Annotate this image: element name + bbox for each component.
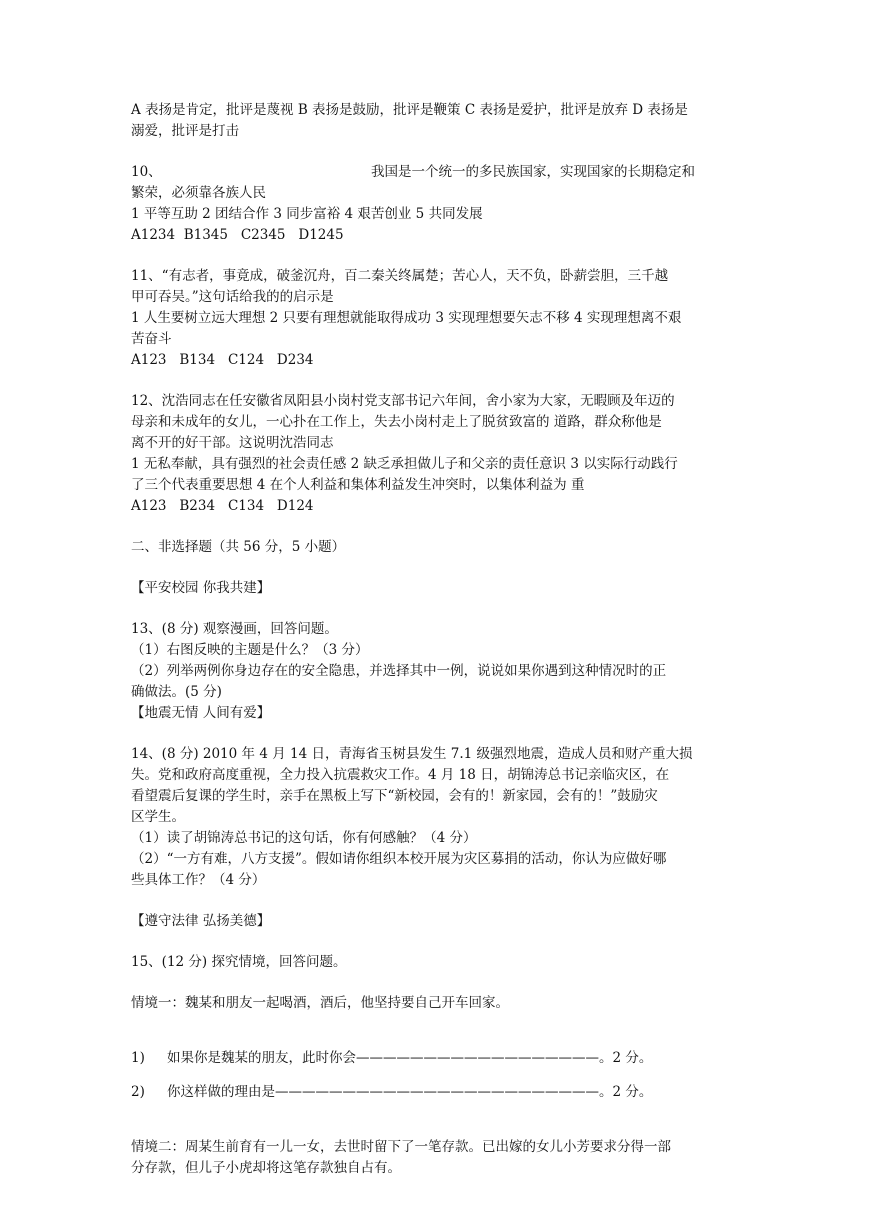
- q14-stem-line1: 14、(8 分) 2010 年 4 月 14 日，青海省玉树县发生 7.1 级强烈地震，造成人员和财产重大损: [131, 746, 693, 762]
- q12-items-line1: 1 无私奉献，具有强烈的社会责任感 2 缺乏承担做儿子和父亲的责任意识 3 以实际行动践行: [131, 456, 678, 472]
- q10-stem: [131, 162, 741, 183]
- q9-options-line1: A 表扬是肯定，批评是蔑视 B 表扬是鼓励，批评是鞭策 C 表扬是爱护，批评是放弃 D 表扬是: [131, 102, 688, 118]
- q12-items-line2: 了三个代表重要思想 4 在个人利益和集体利益发生冲突时，以集体利益为 重: [131, 477, 585, 493]
- q11-stem-line1: 11、“有志者，事竟成，破釜沉舟，百二秦关终属楚；苦心人，天不负，卧薪尝胆，三千越: [131, 268, 669, 284]
- q14-stem-line3: 看望震后复课的学生时，亲手在黑板上写下“新校园，会有的！新家园，会有的！”鼓励灾: [131, 788, 658, 804]
- q12-stem-line2: 母亲和未成年的女儿，一心扑在工作上，失去小岗村走上了脱贫致富的 道路，群众称他是: [131, 414, 662, 430]
- q14-stem-line4: 区学生。: [131, 809, 185, 825]
- q15-blank2-text: 你这样做的理由是————————————————————————。2 分。: [167, 1084, 653, 1100]
- q14-sub2-line2: 些具体工作？（4 分）: [131, 872, 266, 888]
- q15-blank2: [131, 1082, 741, 1103]
- q15-scene1: 情境一：魏某和朋友一起喝酒，酒后，他坚持要自己开车回家。: [131, 995, 509, 1011]
- q14-sub1: （1）读了胡锦涛总书记的这句话，你有何感触？（4 分）: [131, 830, 477, 846]
- q10-number: 10、: [131, 164, 162, 180]
- q11-choices: A123 B134 C124 D234: [131, 352, 314, 368]
- section-title-quake: 【地震无情 人间有爱】: [131, 705, 271, 721]
- q14-sub2-line1: （2）“一方有难，八方支援”。假如请你组织本校开展为灾区募捐的活动，你认为应做好哪: [131, 851, 667, 867]
- q11-stem-line2: 甲可吞吴。”这句话给我的的启示是: [131, 289, 334, 305]
- section-title-safety: 【平安校园 你我共建】: [131, 580, 271, 596]
- q9-options-line2: 溺爱，批评是打击: [131, 123, 239, 139]
- q13-stem: 13、(8 分) 观察漫画，回答问题。: [131, 621, 338, 637]
- q12-stem-line1: 12、沈浩同志在任安徽省凤阳县小岗村党支部书记六年间，舍小家为大家，无暇顾及年迈的: [131, 393, 675, 409]
- q15-blank1-number: 1): [131, 1049, 145, 1066]
- q15-blank2-number: 2): [131, 1084, 145, 1100]
- part2-heading: 二、非选择题（共 56 分，5 小题）: [131, 539, 346, 555]
- q10-stem-line1: 我国是一个统一的多民族国家，实现国家的长期稳定和: [371, 164, 695, 180]
- q15-scene2-line1: 情境二：周某生前育有一儿一女，去世时留下了一笔存款。已出嫁的女儿小芳要求分得一部: [131, 1138, 671, 1155]
- q15-stem: 15、(12 分) 探究情境，回答问题。: [131, 954, 347, 970]
- q10-stem-line2: 繁荣，必须靠各族人民: [131, 185, 266, 201]
- section-title-law: 【遵守法律 弘扬美德】: [131, 913, 271, 929]
- q15-blank1-text: 如果你是魏某的朋友，此时你会——————————————————。2 分。: [167, 1049, 653, 1066]
- q15-scene2-line2: 分存款，但儿子小虎却将这笔存款独自占有。: [131, 1159, 401, 1176]
- q10-items: 1 平等互助 2 团结合作 3 同步富裕 4 艰苦创业 5 共同发展: [131, 206, 483, 222]
- q13-sub1: （1）右图反映的主题是什么？（3 分）: [131, 642, 369, 658]
- q12-choices: A123 B234 C134 D124: [131, 498, 314, 514]
- q14-stem-line2: 失。党和政府高度重视，全力投入抗震救灾工作。4 月 18 日，胡锦涛总书记亲临灾区，在: [131, 767, 670, 783]
- q15-blank1: [131, 1048, 741, 1069]
- q12-stem-line3: 离不开的好干部。这说明沈浩同志: [131, 435, 334, 451]
- q13-sub2-line1: （2）列举两例你身边存在的安全隐患，并选择其中一例，说说如果你遇到这种情况时的正: [131, 663, 667, 679]
- q13-sub2-line2: 确做法。(5 分): [131, 684, 222, 700]
- exam-page: [131, 100, 741, 1179]
- q10-choices: A1234 B1345 C2345 D1245: [131, 227, 344, 243]
- q11-items-line1: 1 人生要树立远大理想 2 只要有理想就能取得成功 3 实现理想要矢志不移 4 实现理想离不艰: [131, 310, 682, 326]
- q11-items-line2: 苦奋斗: [131, 331, 172, 347]
